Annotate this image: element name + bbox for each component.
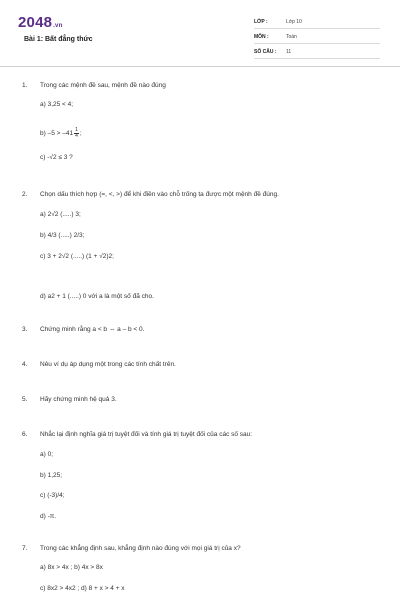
question-number: 6.	[22, 431, 28, 438]
option-2a: a) 2√2 (.....) 3;	[40, 211, 81, 218]
option-1b-suffix: ;	[79, 130, 82, 138]
meta-key-subject: MÔN :	[254, 34, 269, 40]
question-number: 4.	[22, 361, 28, 368]
option-7ab: a) 8x > 4x ; b) 4x > 8x	[40, 564, 103, 571]
option-7cd: c) 8x2 > 4x2 ; d) 8 + x > 4 + x	[40, 585, 125, 592]
meta-row-class	[254, 16, 380, 29]
question-text: Chọn dấu thích hợp (=, <, >) để khi điền vào chỗ trống ta được một mệnh đề đúng.	[40, 191, 279, 198]
option-2c: c) 3 + 2√2 (.....) (1 + √2)2;	[40, 253, 114, 260]
question-number: 3.	[22, 326, 28, 333]
option-1b-text: b) –5 > –4	[40, 130, 70, 138]
option-6c: c) (-3)/4;	[40, 492, 65, 499]
meta-key-count: SỐ CÂU :	[254, 49, 277, 55]
question-text: Trong các khẳng định sau, khẳng định nào đúng với mọi giá trị của x?	[40, 545, 241, 552]
page-title: Bài 1: Bất đẳng thức	[24, 36, 93, 43]
meta-value-subject: Toán	[286, 34, 297, 40]
option-2b: b) 4/3 (.....) 2/3;	[40, 232, 85, 239]
meta-key-class: LỚP :	[254, 19, 268, 25]
question-text: Nêu ví dụ áp dụng một trong các tính chất trên.	[40, 361, 176, 368]
document-header	[0, 0, 400, 60]
meta-value-class: Lớp 10	[286, 19, 302, 25]
question-number: 7.	[22, 545, 28, 552]
question-number: 2.	[22, 191, 28, 198]
question-text: Trong các mệnh đề sau, mệnh đề nào đúng	[40, 82, 166, 89]
question-text: Nhắc lại định nghĩa giá trị tuyệt đối và tính giá trị tuyệt đối của các số sau:	[40, 431, 253, 438]
option-1b-whole: 1	[69, 130, 74, 138]
question-text: Hãy chứng minh hệ quả 3.	[40, 396, 117, 403]
logo-text[interactable]: 2048	[18, 14, 53, 31]
option-2d: d) a2 + 1 (.....) 0 với a là một số đã cho.	[40, 293, 154, 300]
question-number: 5.	[22, 396, 28, 403]
meta-value-count: 11	[286, 49, 292, 55]
option-1c: c) -√2 ≤ 3 ?	[40, 154, 73, 161]
fraction-denominator: 4	[75, 133, 78, 139]
option-6a: a) 0;	[40, 451, 54, 458]
meta-row-subject	[254, 31, 380, 44]
option-1b	[40, 128, 82, 139]
option-6b: b) 1,25;	[40, 472, 63, 479]
question-number: 1.	[22, 82, 28, 89]
site-logo[interactable]	[18, 14, 62, 31]
fraction	[74, 128, 79, 139]
meta-row-count	[254, 46, 380, 59]
logo-suffix[interactable]: .vn	[53, 23, 63, 29]
option-1a: a) 3,25 < 4;	[40, 101, 74, 108]
fraction-numerator: 1	[75, 127, 78, 133]
question-text: Chứng minh rằng a < b ⇔ a – b < 0.	[40, 326, 145, 333]
header-divider	[0, 66, 400, 67]
option-6d: d) -π.	[40, 513, 57, 520]
